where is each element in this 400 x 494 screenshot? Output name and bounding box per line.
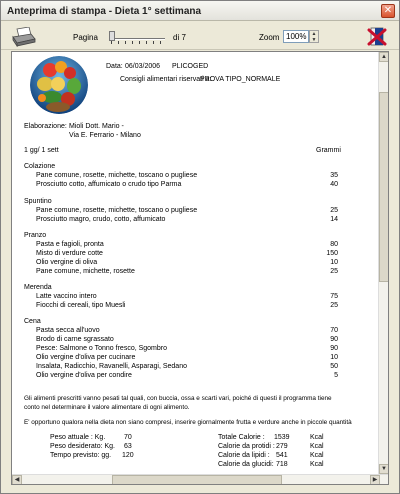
meal-name: Merenda: [24, 284, 52, 291]
food-item: Pane comune, rosette, michette, toscano o pugliese: [36, 172, 198, 179]
slider-ticks: [111, 41, 165, 44]
doctor-address: Via E. Ferrario - Milano: [69, 132, 141, 139]
summary-value: 70: [124, 434, 132, 441]
spin-down-icon[interactable]: ▼: [311, 37, 317, 43]
food-grams: 5: [334, 372, 338, 379]
doctor-name: Mioli Dott. Mario -: [69, 123, 124, 130]
food-item: Pesce: Salmone o Tonno fresco, Sgombro: [36, 345, 168, 352]
toolbar: [1, 22, 399, 50]
scroll-down-icon[interactable]: ▼: [379, 464, 389, 474]
food-grams: 25: [330, 268, 338, 275]
calorie-value: 541: [276, 452, 288, 459]
calorie-unit: Kcal: [310, 443, 324, 450]
meal-name: Colazione: [24, 163, 56, 170]
food-item: Pane comune, michette, rosette: [36, 268, 135, 275]
food-item: Latte vaccino intero: [36, 293, 97, 300]
diet-page: [12, 52, 378, 474]
calorie-label: Calorie da lipidi :: [218, 452, 270, 459]
note-line: E' opportuno qualora nella dieta non siano compresi, inserire giornalmente frutta e verdure anche in piccole quantità: [24, 419, 352, 426]
meal-name: Pranzo: [24, 232, 47, 239]
scroll-right-icon[interactable]: ▶: [370, 475, 380, 485]
title-bar[interactable]: [1, 1, 399, 21]
summary-value: 120: [122, 452, 134, 459]
calorie-label: Calorie da protidi :: [218, 443, 275, 450]
food-grams: 75: [330, 293, 338, 300]
close-icon: ✕: [383, 5, 393, 16]
preview-viewport[interactable]: [11, 51, 389, 485]
brand-name: PLICOGED: [172, 63, 209, 70]
horizontal-scrollbar[interactable]: [12, 474, 389, 484]
window-title: Anteprima di stampa - Dieta 1° settimana: [7, 6, 202, 17]
exit-icon[interactable]: [367, 27, 387, 47]
note-line: Gli alimenti prescritti vanno pesati tal quali, con buccia, ossa e scarti vari, poiché di questi il programma tiene: [24, 395, 332, 402]
slider-track: [109, 38, 165, 40]
food-item: Misto di verdure cotte: [36, 250, 103, 257]
zoom-label: Zoom: [259, 33, 280, 42]
food-item: Olio vergine d'oliva per condire: [36, 372, 132, 379]
vertical-scroll-thumb[interactable]: [379, 92, 389, 282]
food-grams: 10: [330, 259, 338, 266]
summary-label: Tempo previsto: gg.: [50, 452, 112, 459]
food-grams: 10: [330, 354, 338, 361]
zoom-spinner[interactable]: [309, 30, 319, 43]
food-grams: 50: [330, 363, 338, 370]
page-slider[interactable]: [109, 31, 165, 43]
patient-name: PROVA TIPO_NORMALE: [200, 76, 281, 83]
elaboration-label: Elaborazione:: [24, 123, 67, 130]
food-item: Olio vergine di oliva: [36, 259, 98, 266]
close-button[interactable]: [381, 4, 395, 18]
calorie-value: 279: [276, 443, 288, 450]
grams-header: Grammi: [316, 147, 341, 154]
date-value: 06/03/2006: [125, 63, 161, 70]
food-item: Pasta secca all'uovo: [36, 327, 100, 334]
food-grams: 40: [330, 181, 338, 188]
calorie-value: 718: [276, 461, 288, 468]
calorie-label: Calorie da glucidi:: [218, 461, 274, 468]
food-item: Prosciutto magro, crudo, cotto, affumicato: [36, 216, 166, 223]
calorie-unit: Kcal: [310, 434, 324, 441]
advice-label: Consigli alimentari riservati a:: [120, 76, 212, 83]
meal-name: Cena: [24, 318, 41, 325]
food-grams: 90: [330, 345, 338, 352]
calorie-label: Totale Calorie :: [218, 434, 265, 441]
slider-thumb[interactable]: [109, 31, 115, 41]
page-count: di 7: [173, 33, 186, 42]
summary-value: 63: [124, 443, 132, 450]
page-label: Pagina: [73, 33, 98, 42]
food-item: Brodo di carne sgrassato: [36, 336, 114, 343]
food-item: Olio vergine d'oliva per cucinare: [36, 354, 136, 361]
food-grams: 70: [330, 327, 338, 334]
food-grams: 150: [326, 250, 338, 257]
food-grams: 80: [330, 241, 338, 248]
fruit-logo: [30, 56, 88, 114]
scroll-left-icon[interactable]: ◀: [12, 475, 22, 485]
calorie-unit: Kcal: [310, 452, 324, 459]
food-grams: 25: [330, 207, 338, 214]
food-grams: 25: [330, 302, 338, 309]
summary-label: Peso desiderato: Kg.: [50, 443, 115, 450]
food-item: Prosciutto cotto, affumicato o crudo tipo Parma: [36, 181, 182, 188]
calorie-value: 1539: [274, 434, 290, 441]
food-grams: 90: [330, 336, 338, 343]
zoom-input[interactable]: 100%: [283, 30, 309, 43]
scroll-up-icon[interactable]: ▲: [379, 52, 389, 62]
note-line: conto nel determinare il valore alimentare di ogni alimento.: [24, 404, 190, 411]
period-label: 1 gg/ 1 sett: [24, 147, 59, 154]
food-item: Pane comune, rosette, michette, toscano o pugliese: [36, 207, 198, 214]
printer-icon[interactable]: [11, 27, 37, 47]
food-grams: 35: [330, 172, 338, 179]
horizontal-scroll-thumb[interactable]: [112, 475, 282, 485]
meal-name: Spuntino: [24, 198, 52, 205]
date-label: Data:: [106, 63, 123, 70]
spin-up-icon[interactable]: ▲: [311, 31, 317, 37]
vertical-scrollbar[interactable]: [378, 52, 388, 474]
food-item: Fiocchi di cereali, tipo Muesli: [36, 302, 126, 309]
food-item: Insalata, Radicchio, Ravanelli, Asparagi, Sedano: [36, 363, 187, 370]
calorie-unit: Kcal: [310, 461, 324, 468]
food-grams: 14: [330, 216, 338, 223]
summary-label: Peso attuale : Kg.: [50, 434, 106, 441]
food-item: Pasta e fagioli, pronta: [36, 241, 104, 248]
